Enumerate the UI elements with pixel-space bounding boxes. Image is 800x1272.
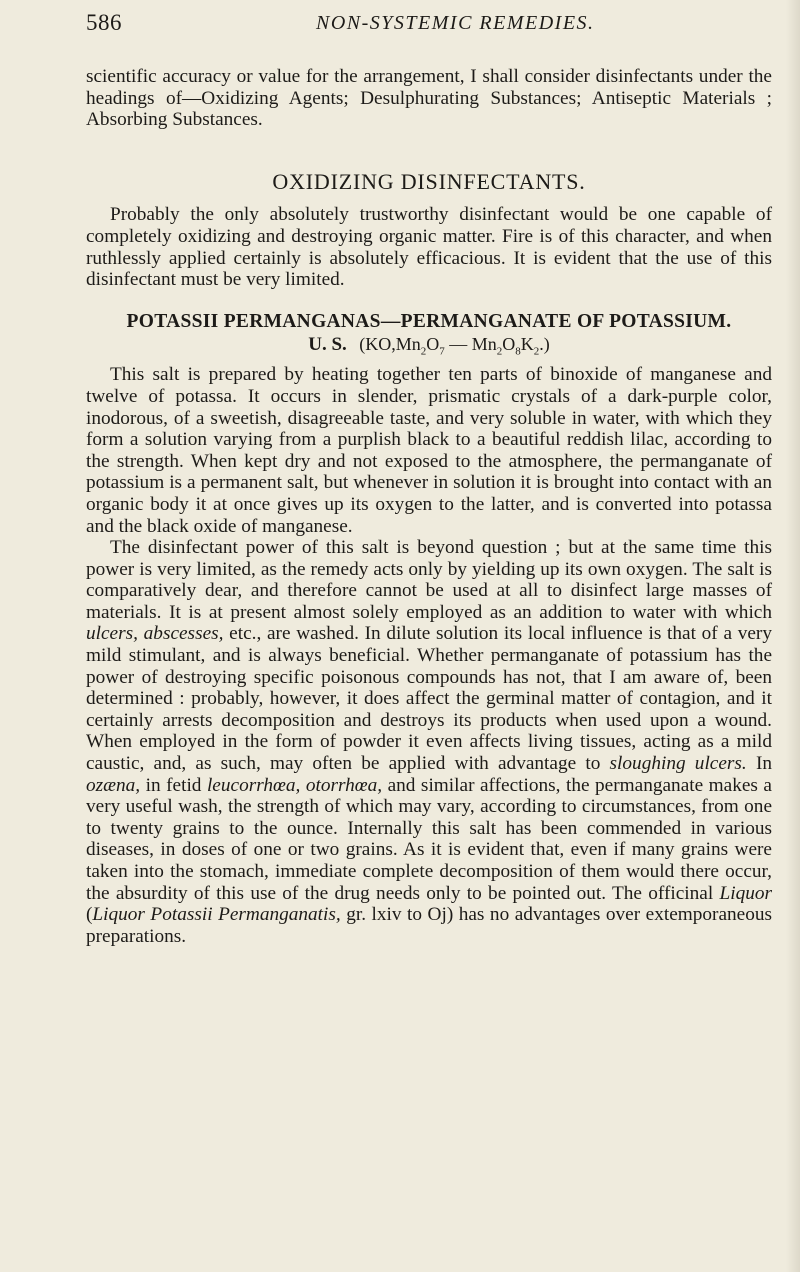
drug-heading: POTASSII PERMANGANAS—PERMANGANATE OF POTASSIUM. <box>126 310 732 332</box>
running-title: NON-SYSTEMIC REMEDIES. <box>316 12 595 34</box>
intro-paragraph: scientific accuracy or value for the arrangement, I shall consider disinfectants under the headings of—Oxidizing Agents; Desulphurating Substances; Antiseptic Materials ; Absorbing Substances. <box>86 66 772 131</box>
drug-formula-line <box>86 333 772 363</box>
drug-paragraph-2: The disinfectant power of this salt is beyond question ; but at the same time this power is very limited, as the remedy acts only by yielding up its own oxygen. The salt is comparatively dear, and therefore cannot be used at all to disinfect large masses of materials. It is at present almost solely employed as an addition to water with which ulcers, abscesses, etc., are washed. In dilute solution its local influence is that of a very mild stimulant, and is always beneficial. Whether permanganate of potassium has the power of destroying specific poisonous compounds has not, that I am aware of, been determined : probably, however, it does affect the germinal matter of contagion, and it certainly arrests decomposition and destroys its products when used upon a wound. When employed in the form of powder it even affects living tissues, acting as a mild caustic, and, as such, may often be applied with advantage to sloughing ulcers. In ozæna, in fetid leucorrhœa, otorrhœa, and similar affections, the permanganate makes a very useful wash, the strength of which may vary, according to circumstances, from one to twenty grains to the ounce. Internally this salt has been commended in various diseases, in doses of one or two grains. As it is evident that, even if many grains were taken into the stomach, immediate complete decomposition of them would there occur, the absurdity of this use of the drug needs only to be pointed out. The officinal Liquor (Liquor Potassii Permanganatis, gr. lxiv to Oj) has no advantages over extemporaneous preparations. <box>86 537 773 947</box>
page-edge-shadow <box>786 0 800 1272</box>
pharmacopoeia-mark: U. S. <box>308 333 347 355</box>
page-number: 586 <box>86 10 122 35</box>
drug-paragraph-1: This salt is prepared by heating together ten parts of binoxide of manganese and twelve of potassa. It occurs in slender, prismatic crystals of a dark-purple color, inodorous, of a sweetish, disagreeable taste, and very soluble in water, with which they form a solution varying from a purplish black to a beautiful reddish lilac, according to the strength. When kept dry and not exposed to the atmosphere, the permanganate of potassium is a permanent salt, but whenever in solution it is brought into contact with an organic body it at once gives up its oxygen to the latter, and is converted into potassa and the black oxide of manganese. <box>86 364 772 537</box>
section-paragraph: Probably the only absolutely trustworthy disinfectant would be one capable of completely oxidizing and destroying organic matter. Fire is of this character, and when ruthlessly applied certainly is absolutely efficacious. It is evident that the use of this disinfectant must be very limited. <box>86 204 772 291</box>
page-header <box>86 10 776 44</box>
chemical-formula: ($KO,Mn_2O_7$ — $Mn_2O_8K_2$.) <box>359 333 550 358</box>
page-body <box>86 66 772 947</box>
section-heading: OXIDIZING DISINFECTANTS. <box>272 168 586 194</box>
